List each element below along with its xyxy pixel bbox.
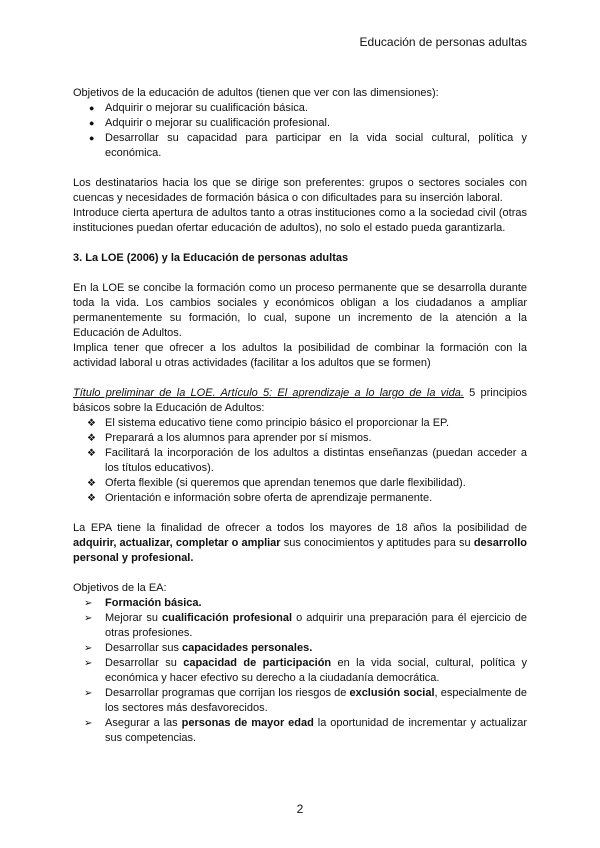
list-item: ➢ Formación básica. — [84, 597, 202, 609]
objectives-ea-intro: Objetivos de la EA: — [73, 582, 167, 594]
objectives-ea-list — [73, 596, 527, 746]
arrow-bullet-icon: ➢ — [84, 658, 93, 669]
objectives-intro: Objetivos de la educación de adultos (tienen que ver con las dimensiones): — [73, 87, 439, 99]
list-item: ● Adquirir o mejorar su cualificación básica. — [89, 102, 308, 114]
list-item: ● Adquirir o mejorar su cualificación profesional. — [89, 117, 330, 129]
arrow-bullet-icon: ➢ — [84, 718, 93, 729]
paragraph: Introduce cierta apertura de adultos tanto a otras instituciones como a la sociedad civil (otras instituciones puedan ofertar educación de adultos), no solo el estado pueda garantizarla. — [73, 207, 527, 234]
list-item: ➢ Asegurar a las personas de mayor edad la oportunidad de incrementar y actualizar sus competencias. — [84, 717, 527, 744]
diamond-bullet-icon: ❖ — [87, 418, 96, 429]
list-item: ❖ El sistema educativo tiene como principio básico el proporcionar la EP. — [87, 417, 450, 429]
list-item: ❖ Facilitará la incorporación de los adultos a distintas enseñanzas (puedan acceder a los títulos educativos). — [87, 447, 527, 474]
article-link[interactable]: Título preliminar de la LOE. Artículo 5: El aprendizaje a lo largo de la vida. — [73, 387, 464, 399]
arrow-bullet-icon: ➢ — [84, 688, 93, 699]
list-item: ➢ Mejorar su cualificación profesional o adquirir una preparación para él ejercicio de otras profesiones. — [84, 612, 527, 639]
list-item: ➢ Desarrollar sus capacidades personales. — [84, 642, 313, 654]
list-item: ➢ Desarrollar su capacidad de participación en la vida social, cultural, política y económica y hacer efectivo su derecho a la ciudadanía democrática. — [84, 657, 527, 684]
list-item: ❖ Orientación e información sobre oferta de aprendizaje permanente. — [87, 492, 433, 504]
list-item: ➢ Desarrollar programas que corrijan los riesgos de exclusión social, especialmente de los sectores más desfavorecidos. — [84, 687, 527, 714]
paragraph: Implica tener que ofrecer a los adultos la posibilidad de combinar la formación con la actividad laboral u otras actividades (facilitar a los adultos que se formen) — [73, 342, 527, 369]
arrow-bullet-icon: ➢ — [84, 613, 93, 624]
page-content — [73, 86, 527, 746]
bullet-icon: ● — [89, 103, 95, 113]
list-item: ❖ Oferta flexible (si queremos que aprendan tenemos que darle flexibilidad). — [87, 477, 466, 489]
diamond-bullet-icon: ❖ — [87, 448, 96, 459]
principles-list — [73, 416, 527, 506]
bullet-icon: ● — [89, 133, 95, 143]
diamond-bullet-icon: ❖ — [87, 493, 96, 504]
paragraph: Título preliminar de la LOE. Artículo 5: El aprendizaje a lo largo de la vida. 5 principios básicos sobre la Educación de Adultos: — [73, 387, 527, 414]
paragraph: Los destinatarios hacia los que se dirige son preferentes: grupos o sectores sociales con cuencas y necesidades de formación básica o con dificultades para su inserción laboral. — [73, 177, 527, 204]
arrow-bullet-icon: ➢ — [84, 643, 93, 654]
paragraph: En la LOE se concibe la formación como un proceso permanente que se desarrolla durante toda la vida. Los cambios sociales y económicos obligan a los ciudadanos a ampliar permanentemente su formación, lo cual, supone un incremento de la atención a la Educación de Adultos. — [73, 282, 527, 339]
list-item: ❖ Preparará a los alumnos para aprender por sí mismos. — [87, 432, 372, 444]
section-heading: 3. La LOE (2006) y la Educación de personas adultas — [73, 252, 349, 264]
diamond-bullet-icon: ❖ — [87, 433, 96, 444]
paragraph: La EPA tiene la finalidad de ofrecer a todos los mayores de 18 años la posibilidad de adquirir, actualizar, completar o ampliar sus conocimientos y aptitudes para su desarrollo personal y profesional. — [73, 522, 527, 564]
bullet-icon: ● — [89, 118, 95, 128]
page-header: Educación de personas adultas — [359, 35, 527, 49]
diamond-bullet-icon: ❖ — [87, 478, 96, 489]
list-item: ● Desarrollar su capacidad para participar en la vida social cultural, política y económica. — [89, 132, 527, 159]
objectives-list — [73, 101, 527, 161]
arrow-bullet-icon: ➢ — [84, 598, 93, 609]
page-number: 2 — [296, 802, 304, 816]
